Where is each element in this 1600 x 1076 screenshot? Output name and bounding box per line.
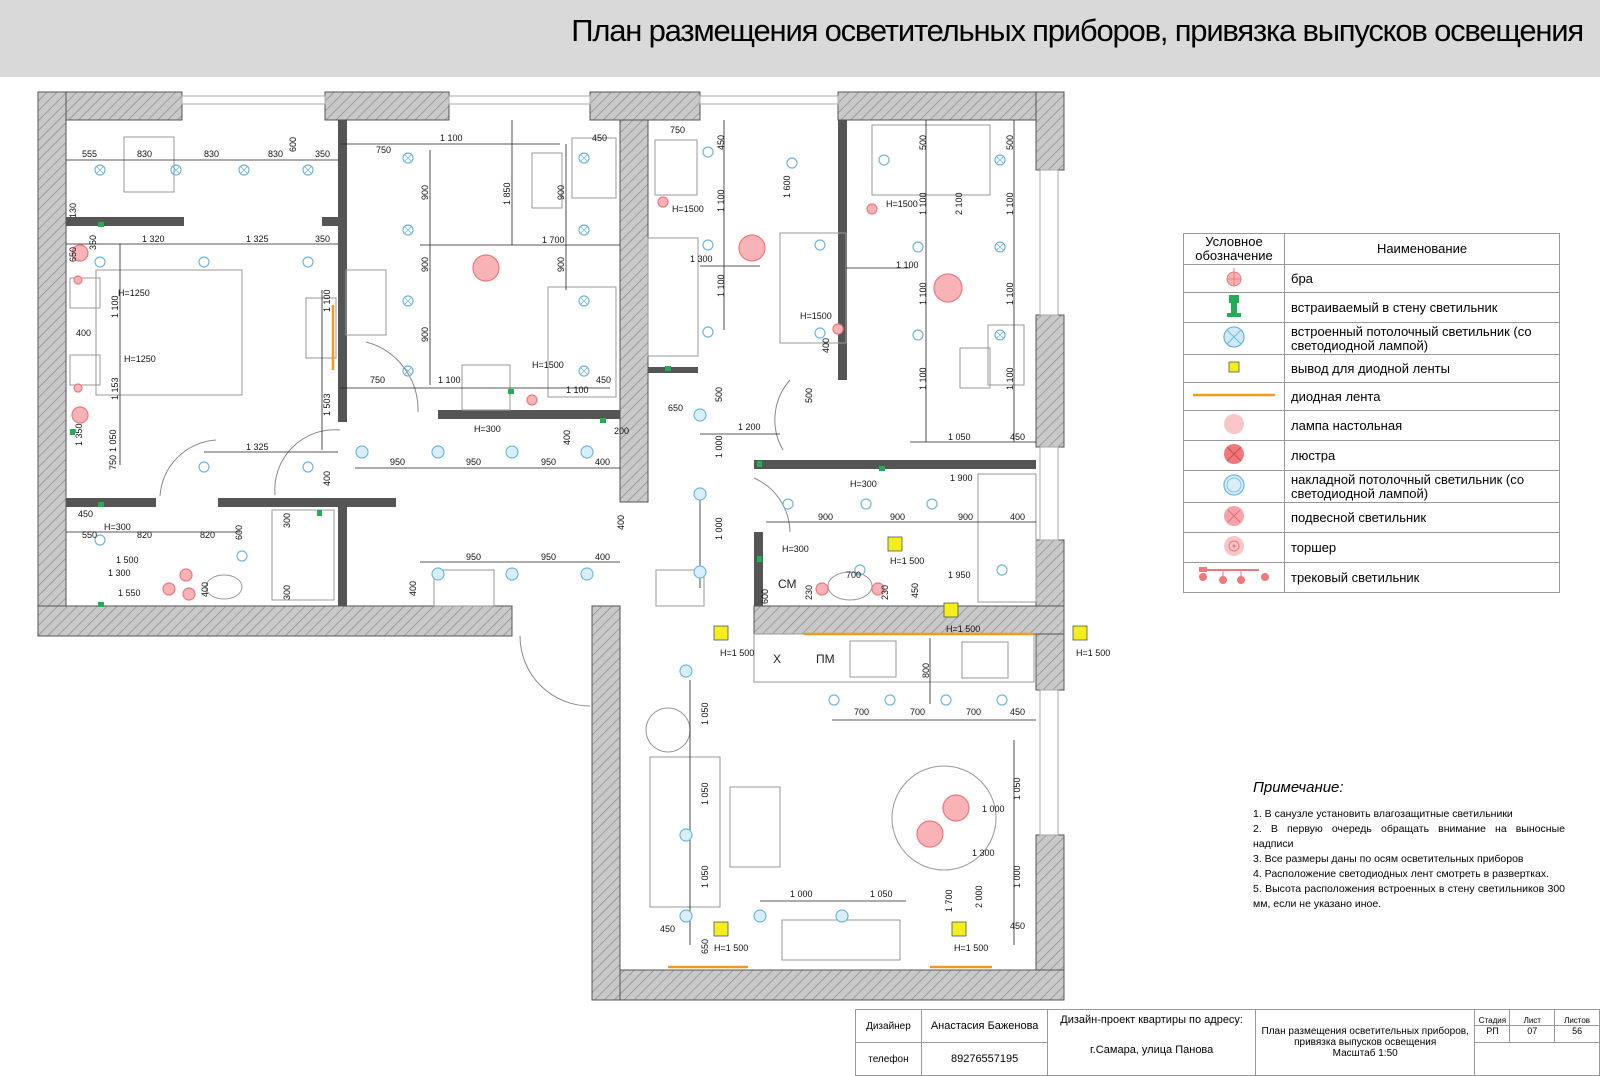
svg-text:2 100: 2 100 <box>954 192 964 215</box>
svg-text:1 100: 1 100 <box>438 375 461 385</box>
legend-label: накладной потолочный светильник (со светодиодной лампой) <box>1285 471 1560 503</box>
svg-text:1 000: 1 000 <box>982 804 1005 814</box>
svg-text:СМ: СМ <box>778 577 797 591</box>
svg-text:830: 830 <box>268 149 284 159</box>
svg-text:650: 650 <box>700 938 710 954</box>
note-item: 3. Все размеры даны по осям осветительных приборов <box>1253 853 1524 865</box>
svg-text:1 000: 1 000 <box>1012 865 1022 888</box>
svg-text:450: 450 <box>78 509 94 519</box>
svg-text:H=1500: H=1500 <box>672 204 704 214</box>
note-item: 1. В санузле установить влагозащитные светильники <box>1253 808 1513 820</box>
legend-header-symbol: Условное обозначение <box>1184 234 1285 265</box>
svg-text:450: 450 <box>910 582 920 598</box>
svg-text:1 000: 1 000 <box>790 889 813 899</box>
svg-text:900: 900 <box>420 326 430 342</box>
recessed-ceiling-light-icon <box>1214 323 1254 351</box>
svg-text:1 325: 1 325 <box>246 234 269 244</box>
svg-text:1 050: 1 050 <box>700 702 710 725</box>
svg-text:800: 800 <box>921 662 931 678</box>
svg-text:950: 950 <box>541 552 557 562</box>
svg-text:900: 900 <box>556 256 566 272</box>
svg-text:1 325: 1 325 <box>246 442 269 452</box>
sheet-cell <box>1510 1010 1555 1043</box>
svg-text:900: 900 <box>556 184 566 200</box>
svg-text:400: 400 <box>200 581 210 597</box>
svg-text:1 350: 1 350 <box>74 423 84 446</box>
doors <box>160 342 790 706</box>
designer-label: Дизайнер <box>856 1010 922 1043</box>
svg-text:1 050: 1 050 <box>1012 777 1022 800</box>
svg-text:750: 750 <box>370 375 386 385</box>
phone-value: 89276557195 <box>921 1043 1048 1076</box>
svg-text:1 700: 1 700 <box>542 235 565 245</box>
svg-text:1 600: 1 600 <box>782 175 792 198</box>
led-strip-outlet-icon <box>1214 355 1254 379</box>
track-light-icon <box>1189 563 1279 589</box>
svg-text:450: 450 <box>716 134 726 150</box>
legend-row <box>1184 383 1560 411</box>
vertical-dimension-labels <box>68 135 1022 954</box>
svg-text:1 153: 1 153 <box>110 377 120 400</box>
svg-text:1 100: 1 100 <box>322 289 332 312</box>
svg-text:700: 700 <box>846 570 862 580</box>
svg-text:1 050: 1 050 <box>108 429 118 452</box>
legend-header-name: Наименование <box>1285 234 1560 265</box>
svg-text:1 100: 1 100 <box>1005 282 1015 305</box>
legend-label: диодная лента <box>1285 383 1560 411</box>
legend-row <box>1184 441 1560 471</box>
svg-text:500: 500 <box>714 386 724 402</box>
sheets-value: 56 <box>1555 1025 1599 1036</box>
svg-text:830: 830 <box>204 149 220 159</box>
svg-text:820: 820 <box>137 530 153 540</box>
legend-label: лампа настольная <box>1285 411 1560 441</box>
legend-row <box>1184 533 1560 563</box>
phone-label: телефон <box>856 1043 922 1076</box>
outer-walls <box>38 92 1064 1000</box>
svg-text:900: 900 <box>420 184 430 200</box>
legend-label: встраиваемый в стену светильник <box>1285 293 1560 323</box>
legend-label: трековый светильник <box>1285 563 1560 593</box>
legend-label: бра <box>1285 265 1560 293</box>
project-cell <box>1048 1010 1256 1076</box>
svg-text:900: 900 <box>958 512 974 522</box>
sheet-scale: Масштаб 1:50 <box>1332 1048 1398 1059</box>
legend-row <box>1184 293 1560 323</box>
legend-label: вывод для диодной ленты <box>1285 355 1560 383</box>
svg-text:650: 650 <box>68 246 78 262</box>
svg-text:750: 750 <box>108 454 118 470</box>
sheet-title-cell <box>1255 1010 1475 1076</box>
svg-text:1 100: 1 100 <box>918 192 928 215</box>
wall-recessed-light-icon <box>1214 293 1254 319</box>
svg-text:450: 450 <box>592 133 608 143</box>
legend-row <box>1184 411 1560 441</box>
sheet-label: Лист <box>1523 1016 1541 1025</box>
svg-text:H=1250: H=1250 <box>124 354 156 364</box>
svg-text:1 050: 1 050 <box>948 432 971 442</box>
svg-text:450: 450 <box>1010 921 1026 931</box>
legend-row <box>1184 355 1560 383</box>
svg-text:400: 400 <box>595 552 611 562</box>
svg-text:900: 900 <box>890 512 906 522</box>
svg-text:750: 750 <box>376 145 392 155</box>
stage-label: Стадия <box>1478 1016 1507 1025</box>
sheets-label: Листов <box>1564 1016 1591 1025</box>
svg-text:700: 700 <box>910 707 926 717</box>
svg-text:Х: Х <box>773 652 782 666</box>
svg-text:555: 555 <box>82 149 98 159</box>
svg-text:1 300: 1 300 <box>690 254 713 264</box>
svg-text:130: 130 <box>68 202 78 218</box>
svg-text:1 850: 1 850 <box>502 182 512 205</box>
svg-text:1 050: 1 050 <box>870 889 893 899</box>
svg-text:1 100: 1 100 <box>716 274 726 297</box>
svg-text:900: 900 <box>818 512 834 522</box>
legend-label: люстра <box>1285 441 1560 471</box>
recessed-light-crosses <box>97 155 1003 374</box>
svg-text:600: 600 <box>288 136 298 152</box>
svg-text:1 503: 1 503 <box>322 393 332 416</box>
svg-text:H=300: H=300 <box>850 479 877 489</box>
svg-text:650: 650 <box>668 403 684 413</box>
svg-text:230: 230 <box>880 584 890 600</box>
svg-text:830: 830 <box>137 149 153 159</box>
stage-cell <box>1475 1010 1510 1043</box>
svg-text:1 050: 1 050 <box>700 865 710 888</box>
pendant-light-icon <box>1214 503 1254 529</box>
note-item: 4. Расположение светодиодных лент смотреть в развертках. <box>1253 868 1550 880</box>
svg-text:H=300: H=300 <box>782 544 809 554</box>
svg-text:450: 450 <box>660 924 676 934</box>
svg-text:1 500: 1 500 <box>116 555 139 565</box>
legend-table <box>1183 233 1560 593</box>
svg-text:1 700: 1 700 <box>944 889 954 912</box>
svg-text:2 000: 2 000 <box>974 885 984 908</box>
svg-text:H=1 500: H=1 500 <box>1076 648 1111 658</box>
svg-text:900: 900 <box>420 256 430 272</box>
svg-text:950: 950 <box>390 457 406 467</box>
svg-text:750: 750 <box>670 125 686 135</box>
svg-text:450: 450 <box>596 375 612 385</box>
title-block <box>855 1009 1600 1076</box>
svg-text:H=1 500: H=1 500 <box>954 943 989 953</box>
notes-title: Примечание: <box>1253 779 1344 796</box>
svg-text:1 100: 1 100 <box>110 295 120 318</box>
svg-text:400: 400 <box>76 328 92 338</box>
svg-text:1 550: 1 550 <box>118 588 141 598</box>
svg-text:H=1 500: H=1 500 <box>946 624 981 634</box>
chandelier-icon <box>1214 441 1254 467</box>
svg-text:700: 700 <box>966 707 982 717</box>
svg-text:1 100: 1 100 <box>566 385 589 395</box>
svg-text:1 300: 1 300 <box>972 848 995 858</box>
page-title: План размещения осветительных приборов, привязка выпусков освещения <box>571 13 1583 48</box>
led-strip-icon <box>1189 383 1279 407</box>
project-label: Дизайн-проект квартиры по адресу: <box>1060 1014 1243 1026</box>
svg-text:1 100: 1 100 <box>918 282 928 305</box>
svg-text:H=1250: H=1250 <box>118 288 150 298</box>
designer-name: Анастасия Баженова <box>921 1010 1048 1043</box>
svg-text:1 900: 1 900 <box>950 473 973 483</box>
svg-text:450: 450 <box>1010 707 1026 717</box>
project-address: г.Самара, улица Панова <box>1089 1044 1214 1056</box>
svg-text:H=300: H=300 <box>104 522 131 532</box>
dimension-labels <box>76 125 1025 934</box>
svg-text:H=1 500: H=1 500 <box>720 648 755 658</box>
svg-text:1 100: 1 100 <box>1005 192 1015 215</box>
svg-text:1 320: 1 320 <box>142 234 165 244</box>
svg-text:350: 350 <box>315 149 331 159</box>
svg-text:1 100: 1 100 <box>896 260 919 270</box>
svg-text:500: 500 <box>1005 134 1015 150</box>
svg-text:200: 200 <box>614 426 630 436</box>
svg-text:1 300: 1 300 <box>108 568 131 578</box>
svg-text:1 100: 1 100 <box>716 189 726 212</box>
svg-text:1 100: 1 100 <box>440 133 463 143</box>
svg-text:300: 300 <box>282 584 292 600</box>
stamp-blank <box>1475 1043 1600 1076</box>
sconce-icon <box>1214 265 1254 289</box>
svg-text:400: 400 <box>562 429 572 445</box>
legend-row <box>1184 471 1560 503</box>
svg-text:400: 400 <box>322 470 332 486</box>
notes-block <box>1253 780 1565 912</box>
surface-ceiling-light-icon <box>1214 471 1254 499</box>
svg-text:1 200: 1 200 <box>738 422 761 432</box>
svg-text:H=1500: H=1500 <box>532 360 564 370</box>
legend-label: встроенный потолочный светильник (со светодиодной лампой) <box>1285 323 1560 355</box>
svg-text:350: 350 <box>315 234 331 244</box>
stage-value: РП <box>1475 1025 1509 1036</box>
svg-text:H=1500: H=1500 <box>886 199 918 209</box>
svg-text:700: 700 <box>854 707 870 717</box>
table-lamp-icon <box>1214 411 1254 437</box>
legend-label: подвесной светильник <box>1285 503 1560 533</box>
svg-text:H=1 500: H=1 500 <box>714 943 749 953</box>
svg-text:950: 950 <box>541 457 557 467</box>
sheets-cell <box>1555 1010 1600 1043</box>
svg-text:1 000: 1 000 <box>714 517 724 540</box>
svg-text:1 000: 1 000 <box>714 435 724 458</box>
svg-text:450: 450 <box>1010 432 1026 442</box>
svg-text:230: 230 <box>804 584 814 600</box>
svg-text:400: 400 <box>616 514 626 530</box>
svg-text:500: 500 <box>804 387 814 403</box>
svg-text:600: 600 <box>760 588 770 604</box>
svg-text:H=1500: H=1500 <box>800 311 832 321</box>
floor-lamp-icon <box>1214 533 1254 559</box>
legend-row <box>1184 563 1560 593</box>
sheet-value: 07 <box>1510 1025 1554 1036</box>
svg-text:1 100: 1 100 <box>918 367 928 390</box>
note-item: 5. Высота расположения встроенных в стену светильников 300 мм, если не указано иное. <box>1253 883 1565 910</box>
svg-text:H=1 500: H=1 500 <box>890 556 925 566</box>
svg-text:1 100: 1 100 <box>1005 367 1015 390</box>
legend-row <box>1184 503 1560 533</box>
svg-text:950: 950 <box>466 457 482 467</box>
svg-text:950: 950 <box>466 552 482 562</box>
svg-text:600: 600 <box>234 524 244 540</box>
note-item: 2. В первую очередь обращать внимание на выносные надписи <box>1253 823 1565 850</box>
svg-text:1 950: 1 950 <box>948 570 971 580</box>
svg-text:400: 400 <box>595 457 611 467</box>
legend-row <box>1184 265 1560 293</box>
legend-label: торшер <box>1285 533 1560 563</box>
svg-text:H=300: H=300 <box>474 424 501 434</box>
svg-text:400: 400 <box>408 580 418 596</box>
svg-text:350: 350 <box>88 234 98 250</box>
legend-row <box>1184 323 1560 355</box>
svg-text:550: 550 <box>82 530 98 540</box>
svg-text:ПМ: ПМ <box>816 652 835 666</box>
sheet-title: План размещения осветительных приборов, привязка выпусков освещения <box>1261 1026 1469 1048</box>
svg-text:400: 400 <box>1010 512 1026 522</box>
svg-text:500: 500 <box>918 134 928 150</box>
svg-text:400: 400 <box>821 337 831 353</box>
svg-text:1 050: 1 050 <box>700 782 710 805</box>
svg-text:820: 820 <box>200 530 216 540</box>
svg-text:300: 300 <box>282 512 292 528</box>
